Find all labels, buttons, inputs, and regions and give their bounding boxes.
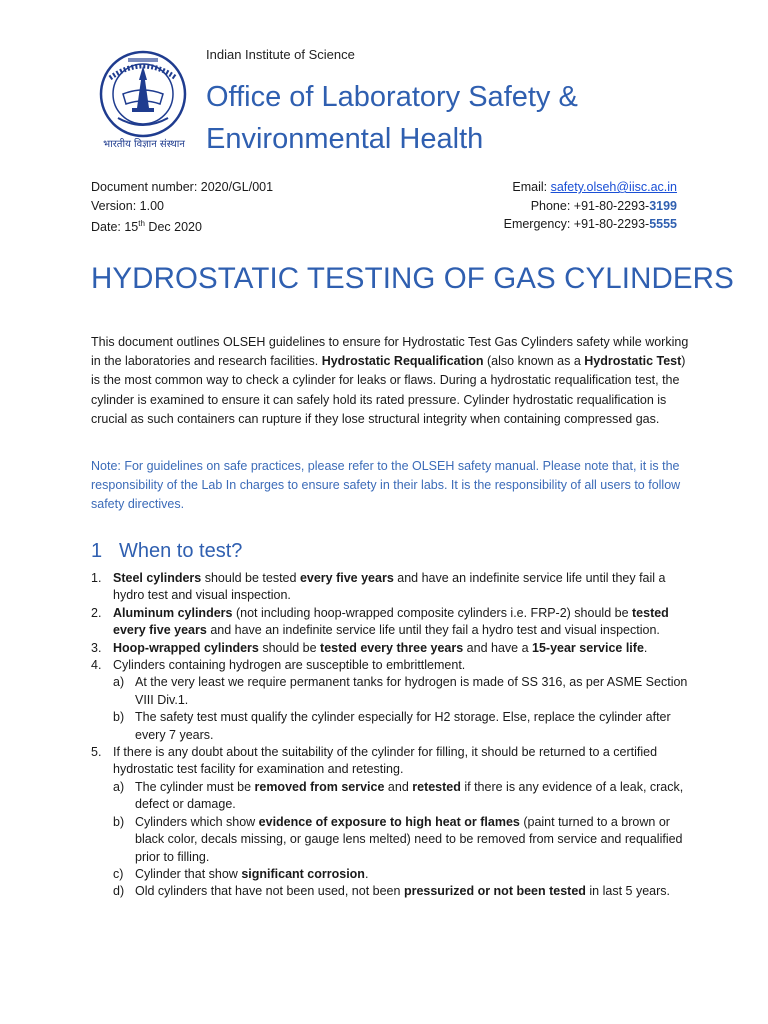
item-text: Cylinder that show [135,866,242,881]
item-text: and have a [463,640,532,655]
item-bold: tested every three years [320,640,464,655]
emergency-ext: 5555 [649,217,677,231]
logo-caption-hindi: भारतीय विज्ञान संस्थान [103,139,185,150]
intro-bold-1: Hydrostatic Requalification [321,354,484,369]
emergency-label: Emergency: +91-80-2293- [503,217,650,231]
item-number: 2. [91,605,102,620]
section-heading [91,540,242,563]
emergency-line [504,215,677,234]
email-label: Email: [512,180,551,194]
intro-paragraph [91,333,691,429]
item-text: Cylinders which show [135,814,259,829]
phone-line [504,197,677,216]
office-name-line2: Environmental Health [206,123,484,155]
item-bold: retested [412,779,461,794]
sub-item-letter: c) [113,866,124,881]
item-text: The cylinder must be [135,779,255,794]
office-name [206,76,726,160]
item-text: Old cylinders that have not been used, not been [135,884,404,899]
section-number: 1 [91,540,103,562]
intro-text-1: This document outlines OLSEH guidelines to ensure for Hydrostatic Test Gas Cylinders safety while working in the laboratories and research facilities. [91,335,689,369]
date-prefix: Date: 15 [91,220,139,235]
intro-bold-2: Hydrostatic Test [584,354,682,369]
item-number: 1. [91,571,102,585]
sub-list-item [91,814,691,866]
sub-item-letter: d) [113,884,125,899]
item-text: and [384,779,413,794]
list-item [91,744,691,779]
item-text: in last 5 years. [585,884,670,899]
item-bold: significant corrosion [241,866,365,881]
email-line [504,178,677,197]
item-text: Cylinders containing hydrogen are susceptible to embrittlement. [113,658,466,673]
item-text: should be tested [201,571,300,585]
sub-item-letter: a) [113,779,125,794]
sub-item-letter: b) [113,814,125,829]
item-bold: Hoop-wrapped cylinders [113,640,259,655]
item-bold: evidence of exposure to high heat or flames [258,814,520,829]
sub-list-item [91,709,691,744]
item-number: 5. [91,745,102,760]
list-item [91,640,691,657]
item-bold: pressurized or not been tested [403,884,586,899]
sub-list-item [91,866,691,883]
institute-name: Indian Institute of Science [206,47,355,62]
item-text: If there is any doubt about the suitability of the cylinder for filling, it should be returned to a certified hydrostatic test facility for examination and retesting. [113,745,658,777]
sub-item-letter: b) [113,710,125,725]
date-sup: th [138,219,145,228]
document-title: HYDROSTATIC TESTING OF GAS CYLINDERS [91,262,734,295]
section-title: When to test? [119,540,243,562]
item-text: (not including hoop-wrapped composite cylinders i.e. FRP-2) should be [232,605,632,620]
list-item [91,570,691,605]
item-text: The safety test must qualify the cylinder especially for H2 storage. Else, replace the cylinder after every 7 years. [135,710,671,742]
item-number: 3. [91,640,102,655]
intro-text-3: ) is the most common way to check a cylinder for leaks or flaws. During a hydrostatic requalification test, the cylinder is examined to ensure it can safely hold its rated pressure. Cylinder hydrostatic requalification is crucial as such containers can rupture if they lose structural integrity when containing compressed gas. [91,354,686,426]
list-item [91,605,691,640]
item-text: At the very least we require permanent tanks for hydrogen is made of SS 316, as per ASME Section VIII Div.1. [135,675,688,707]
item-bold: every five years [299,571,394,585]
item-bold: Aluminum cylinders [113,605,233,620]
testing-list [91,570,691,901]
item-bold: removed from service [254,779,385,794]
item-bold: 15-year service life [532,640,644,655]
phone-label: Phone: +91-80-2293- [530,198,650,213]
date-suffix: Dec 2020 [144,220,202,235]
item-bold: tested every five years [113,605,669,638]
sub-list-item [91,779,691,814]
item-text: and have an indefinite service life until they fail a hydro test and visual inspection. [206,623,660,638]
item-text: . [364,866,369,881]
sub-list-item [91,674,691,709]
item-text: (paint turned to a brown or black color, decals missing, or gauge lens melted) need to be removed from service and requalified prior to filling. [135,814,683,864]
item-text: if there is any evidence of a leak, crack, defect or damage. [135,779,684,812]
phone-ext: 3199 [649,198,677,213]
document-version: Version: 1.00 [91,198,164,213]
document-number: Document number: 2020/GL/001 [91,180,274,194]
intro-text-2: (also known as a [483,354,585,369]
item-text: . [643,640,648,655]
list-item [91,657,691,674]
email-link[interactable]: safety.olseh@iisc.ac.in [550,180,677,194]
document-meta [91,178,273,237]
contact-info [504,178,677,234]
note-paragraph: Note: For guidelines on safe practices, please refer to the OLSEH safety manual. Please note that, it is the responsibility of the Lab In charges to ensure safety in their labs. It is the responsibility of all users to follow safety directives. [91,459,681,512]
document-date [91,215,273,237]
office-name-line1: Office of Laboratory Safety & [206,81,578,113]
sub-list-item [91,883,691,900]
item-bold: Steel cylinders [113,571,202,585]
item-text: and have an indefinite service life until they fail a hydro test and visual inspection. [113,571,666,603]
item-number: 4. [91,658,102,673]
sub-item-letter: a) [113,675,125,690]
item-text: should be [258,640,321,655]
